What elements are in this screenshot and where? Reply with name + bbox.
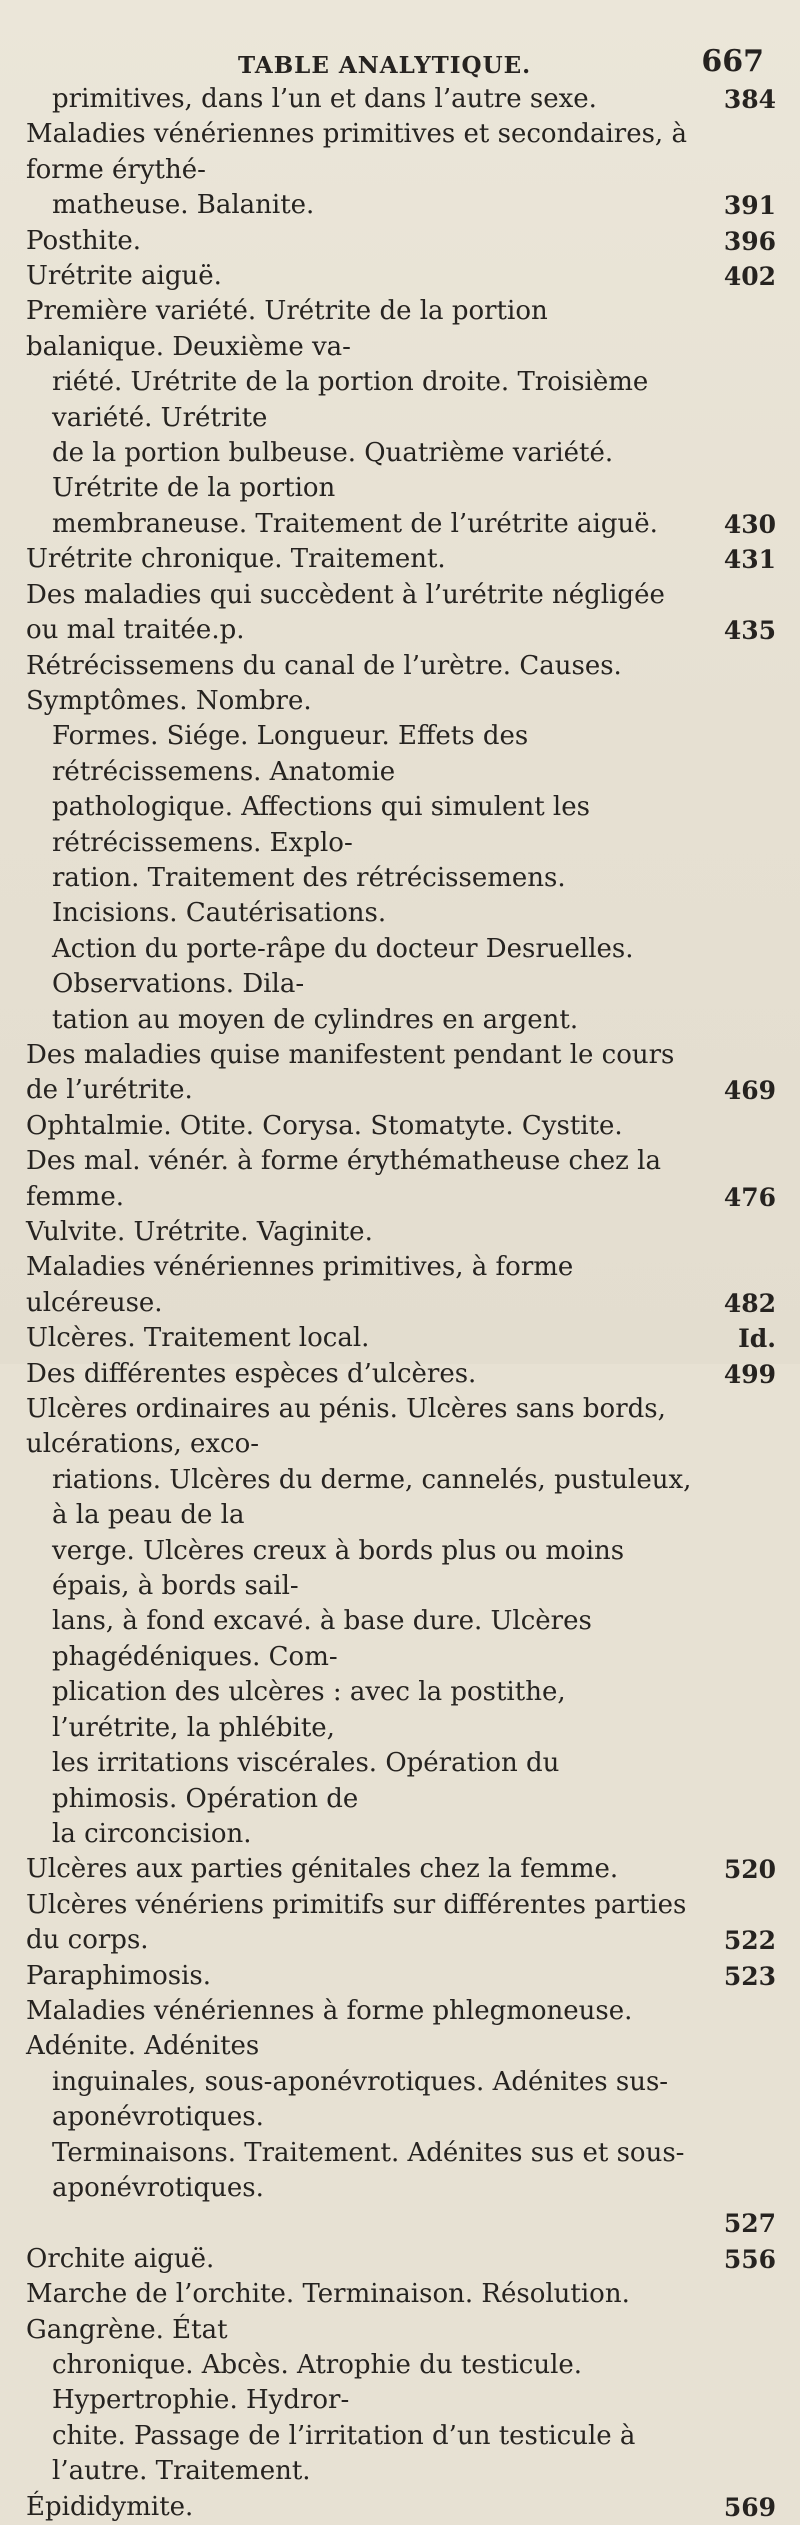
entry-text: Ulcères aux parties génitales chez la femme. bbox=[26, 1854, 619, 1885]
entry-text: Urétrite chronique. Traitement. bbox=[26, 544, 446, 575]
entry-text: Des mal. vénér. à forme érythématheuse chez la femme. bbox=[26, 1146, 661, 1212]
entry-page-number: 482 bbox=[723, 1288, 776, 1318]
toc-entry bbox=[0, 1392, 800, 1852]
entry-text: Orchite aiguë. bbox=[26, 2243, 215, 2274]
entry-text-continued: membraneuse. Traitement de l’urétrite aiguë. bbox=[52, 508, 658, 539]
entry-page-number: 431 bbox=[723, 545, 776, 575]
entry-page-number: 476 bbox=[723, 1182, 776, 1212]
toc-entry bbox=[0, 2206, 800, 2241]
entry-text-continued: riété. Urétrite de la portion droite. Troisième variété. Urétrite bbox=[52, 367, 649, 433]
page-header bbox=[0, 44, 800, 84]
entry-page-number: 430 bbox=[723, 509, 776, 539]
entry-text-continued: chronique. Abcès. Atrophie du testicule. Hypertrophie. Hydror- bbox=[52, 2349, 583, 2416]
toc-entry bbox=[0, 1357, 800, 1392]
entry-page-number: 520 bbox=[723, 1855, 776, 1885]
entry-text: Des maladies quise manifestent pendant le cours de l’urétrite. bbox=[26, 1039, 675, 1106]
entry-text-continued: pathologique. Affections qui simulent les rétrécissemens. Explo- bbox=[52, 792, 590, 858]
toc-entry bbox=[0, 2277, 800, 2489]
entry-text: Urétrite aiguë. bbox=[26, 261, 222, 292]
page-number: 667 bbox=[701, 44, 764, 79]
toc-entry bbox=[0, 1321, 800, 1356]
entry-page-number: Id. bbox=[738, 1324, 776, 1354]
entry-page-number: 391 bbox=[723, 191, 776, 221]
entry-text: Ulcères. Traitement local. bbox=[26, 1323, 370, 1354]
entry-text-continued: inguinales, sous-aponévrotiques. Adénites sus-aponévrotiques. bbox=[52, 2066, 669, 2133]
entry-page-number: 469 bbox=[723, 1076, 776, 1106]
entry-text: Maladies vénériennes à forme phlegmoneuse. Adénite. Adénites bbox=[26, 1995, 633, 2062]
entry-text-continued: plication des ulcères : avec la postithe, l’urétrite, la phlébite, bbox=[52, 1677, 566, 1743]
entry-text: Ulcères vénériens primitifs sur différentes parties du corps. bbox=[26, 1889, 687, 1956]
toc-entry bbox=[0, 1888, 800, 1959]
entry-text: Ulcères ordinaires au pénis. Ulcères sans bords, ulcérations, exco- bbox=[26, 1394, 666, 1460]
entry-page-number: 527 bbox=[723, 2209, 776, 2239]
entry-text-continued: ration. Traitement des rétrécissemens. Incisions. Cautérisations. bbox=[52, 862, 566, 929]
entry-page-number: 499 bbox=[723, 1359, 776, 1389]
toc-entry bbox=[0, 117, 800, 223]
toc-entry bbox=[0, 649, 800, 1038]
entry-text: Épididymite. bbox=[26, 2491, 194, 2522]
entry-text-continued: les irritations viscérales. Opération du phimosis. Opération de bbox=[52, 1748, 560, 1814]
entry-page-number: 522 bbox=[723, 1926, 776, 1956]
toc-entry bbox=[0, 1038, 800, 1109]
entry-page-number: 435 bbox=[723, 616, 776, 646]
toc-entry bbox=[0, 1994, 800, 2206]
entry-text-continued: chite. Passage de l’irritation d’un testicule à l’autre. Traitement. bbox=[52, 2420, 636, 2487]
toc-entry bbox=[0, 542, 800, 577]
entry-text-continued: de la portion bulbeuse. Quatrième variété. Urétrite de la portion bbox=[52, 438, 614, 504]
entry-text: Maladies vénériennes primitives, à forme ulcéreuse. bbox=[26, 1252, 574, 1318]
entry-text: Maladies vénériennes primitives et secondaires, à forme érythé- bbox=[26, 119, 687, 185]
toc-entry bbox=[0, 1109, 800, 1144]
toc-entry bbox=[0, 294, 800, 542]
toc-entry bbox=[0, 1852, 800, 1887]
toc-entry bbox=[0, 1250, 800, 1321]
entry-text-continued: lans, à fond excavé. à base dure. Ulcères phagédéniques. Com- bbox=[52, 1606, 592, 1672]
entry-page-number: 384 bbox=[723, 85, 776, 114]
entry-text: Rétrécissemens du canal de l’urètre. Causes. Symptômes. Nombre. bbox=[26, 650, 622, 716]
entry-text: Paraphimosis. bbox=[26, 1960, 212, 1991]
entry-page-number: 556 bbox=[723, 2244, 776, 2274]
entry-page-number: 523 bbox=[723, 1961, 776, 1991]
toc-entry bbox=[0, 2490, 800, 2525]
entry-text-continued: verge. Ulcères creux à bords plus ou moins épais, à bords sail- bbox=[52, 1535, 625, 1602]
toc-entry bbox=[0, 2242, 800, 2277]
entry-page-number: 402 bbox=[723, 262, 776, 292]
entry-page-number: 569 bbox=[723, 2492, 776, 2522]
entry-text: Posthite. bbox=[26, 225, 142, 256]
toc-entry bbox=[0, 1144, 800, 1215]
toc-entry bbox=[0, 1215, 800, 1250]
entry-text: Première variété. Urétrite de la portion balanique. Deuxième va- bbox=[26, 296, 548, 362]
table-of-contents bbox=[0, 82, 800, 2525]
entry-text: primitives, dans l’un et dans l’autre sexe. bbox=[52, 84, 597, 114]
entry-text-continued: matheuse. Balanite. bbox=[52, 190, 315, 221]
toc-entry bbox=[0, 1959, 800, 1994]
entry-text: Marche de l’orchite. Terminaison. Résolution. Gangrène. État bbox=[26, 2279, 630, 2345]
entry-text: Des maladies qui succèdent à l’urétrite négligée ou mal traitée.p. bbox=[26, 579, 665, 646]
entry-page-number: 396 bbox=[723, 226, 776, 256]
toc-entry bbox=[0, 578, 800, 649]
entry-text-continued: riations. Ulcères du derme, cannelés, pustuleux, à la peau de la bbox=[52, 1464, 692, 1531]
entry-text: Vulvite. Urétrite. Vaginite. bbox=[26, 1217, 373, 1247]
toc-entry bbox=[0, 224, 800, 259]
entry-text-continued: tation au moyen de cylindres en argent. bbox=[52, 1004, 579, 1035]
entry-text: Ophtalmie. Otite. Corysa. Stomatyte. Cystite. bbox=[26, 1110, 623, 1141]
entry-text-continued: Formes. Siége. Longueur. Effets des rétrécissemens. Anatomie bbox=[52, 721, 529, 787]
entry-text-continued: Action du porte-râpe du docteur Desruelles. Observations. Dila- bbox=[52, 933, 634, 1000]
running-title: TABLE ANALYTIQUE. bbox=[238, 52, 532, 79]
toc-entry bbox=[0, 259, 800, 294]
toc-entry bbox=[0, 82, 800, 117]
entry-text-continued: la circoncision. bbox=[52, 1818, 252, 1849]
entry-text-continued: Terminaisons. Traitement. Adénites sus et sous-aponévrotiques. bbox=[52, 2137, 685, 2203]
entry-text: Des différentes espèces d’ulcères. bbox=[26, 1358, 477, 1389]
